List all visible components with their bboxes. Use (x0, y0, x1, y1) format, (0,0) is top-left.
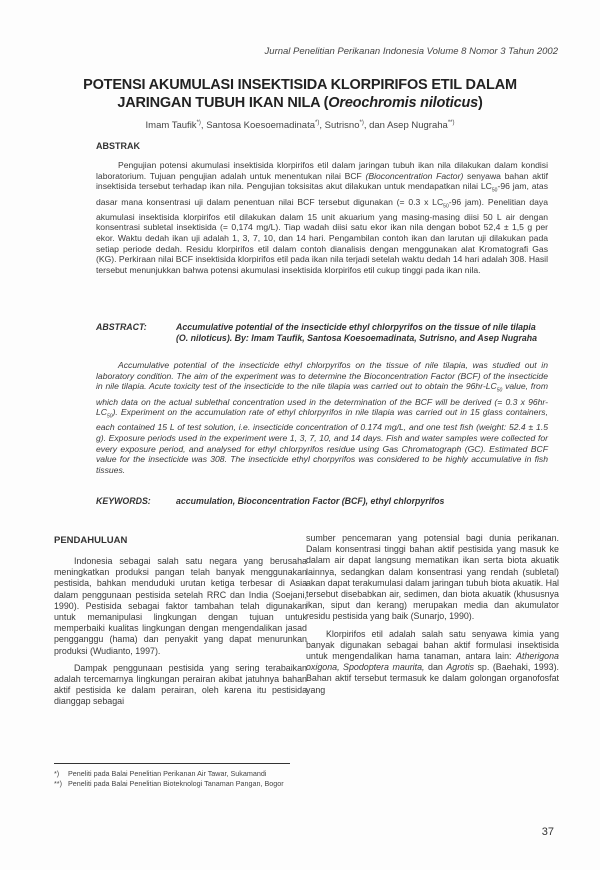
left-column (54, 556, 307, 714)
footnote-2: **) Peneliti pada Balai Penelitian Bioteknologi Tanaman Pangan, Bogor (54, 779, 284, 788)
keywords-label: KEYWORDS: (96, 496, 151, 506)
author-list: Imam Taufik*), Santosa Koesoemadinata*), Sutrisno*), dan Asep Nugraha**) (145, 120, 455, 132)
abstrak-heading: ABSTRAK (96, 141, 140, 151)
footnote-1: *) Peneliti pada Balai Penelitian Perikanan Air Tawar, Sukamandi (54, 769, 267, 778)
abstrak-paragraph: Pengujian potensi akumulasi insektisida klorpirifos etil dalam jaringan tubuh ikan nila dilakukan dalam kondisi laboratorium. Tujuan pengujian adalah untuk menentukan nilai BCF (Bioconcentration Factor) senyawa bahan aktif insektisida tersebut terhadap ikan nila. Pengujian toksisitas akut dilakukan untuk mendapatkan nilai $LC_{50}-96$ jam, atas dasar mana konsentrasi uji dalam penentuan nilai BCF tersebut digunakan (= 0.3 x $LC_{50}-96$ jam). Penelitian daya akumulasi insektisida klorpirifos etil dilakukan dalam 15 unit akuarium yang masing-masing diisi 50 L air dengan konsentrasi subletal insektisida (= 0,174 mg/L). Tiap wadah diisi satu ekor ikan nila dengan bobot 52,4 ± 1,5 g per ekor. Waktu dedah ikan uji adalah 1, 3, 7, 10, dan 14 hari. Pengambilan contoh ikan dan larutan uji dilakukan pada setiap periode dedah. Residu klorpirifos etil dalam contoh dianalisis dengan menggunakan alat Kromatografi Gas (KG). Perkiraan nilai BCF insektisida klorpirifos etil pada ikan nila terjadi setelah waktu dedah 14 hari adalah 308. Hasil tersebut menunjukkan bahwa potensi akumulasi insektisida klorpirifos etil cukup tinggi pada ikan nila. (96, 160, 549, 275)
author-1: Imam Taufik (145, 120, 197, 132)
right-column (306, 533, 559, 702)
keywords-value: accumulation, Bioconcentration Factor (BCF), ethyl chlorpyrifos (176, 496, 445, 506)
species-name: Oreochromis niloticus (328, 95, 478, 111)
pendahuluan-heading: PENDAHULUAN (54, 535, 128, 546)
abstract-title: Accumulative potential of the insecticide ethyl chlorpyrifos on the tissue of nile tilapia (O. niloticus). By: Imam Taufik, Santosa Koesoemadinata, Sutrisno, and Asep Nugraha (176, 322, 538, 343)
article-title (0, 76, 600, 112)
footnote-divider (54, 763, 290, 764)
keywords-line (96, 496, 548, 506)
author-4: Asep Nugraha (387, 120, 448, 132)
intro-paragraph-2: Dampak penggunaan pestisida yang sering terabaikan adalah tercemarnya lingkungan perairan akibat jatuhnya bahan aktif pestisida ke dalam perairan, oleh karena itu pestisida dianggap sebagai (54, 662, 307, 707)
title-line-2: JARINGAN TUBUH IKAN NILA (Oreochromis niloticus) (117, 95, 483, 111)
footnotes (54, 769, 284, 789)
intro-paragraph-4: Klorpirifos etil adalah salah satu senyawa kimia yang banyak digunakan sebagai bahan aktif formulasi insektisida untuk mengendalikan hama tanaman, antara lain: Atherigona oxigona, Spodoptera maurita, dan Agrotis sp. (Baehaki, 1993). Bahan aktif tersebut termasuk ke dalam golongan organofosfat yang (306, 628, 559, 695)
abstract-label: ABSTRACT: (96, 322, 147, 332)
intro-paragraph-3: sumber pencemaran yang potensial bagi dunia perikanan. Dalam konsentrasi tinggi bahan aktif pestisida yang masuk ke dalam air dapat langsung mematikan ikan serta biota akuatik lainnya, sedangkan dalam konsentrasi yang rendah (subletal) akan dapat terakumulasi dalam jaringan tubuh biota akuatik. Hal tersebut disebabkan air, sedimen, dan biota akuatik (khususnya ikan, siput dan kerang) merupakan media dan akumulator residu pestisida yang baik (Sunarjo, 1990). (306, 533, 559, 622)
page-number: 37 (541, 826, 554, 838)
author-3: Sutrisno (324, 120, 360, 132)
title-line-1: POTENSI AKUMULASI INSEKTISIDA KLORPIRIFOS ETIL DALAM (83, 77, 517, 93)
intro-paragraph-1: Indonesia sebagai salah satu negara yang berusaha meningkatkan produksi pangan telah banyak menggunakan pestisida, bahkan menduduki urutan ketiga terbesar di Asia dalam penggunaan pestisida setelah RRC dan India (Soejani, 1990). Pestisida sebagai faktor tambahan telah digunakan untuk memanipulasi lingkungan dengan tujuan untuk memperbaiki kualitas lingkungan dengan mengendalikan jasad pengganggu (hama) dan penyakit yang dapat menurunkan produksi (Wudianto, 1997). (54, 556, 307, 656)
abstract-heading-block (96, 322, 548, 344)
author-2: Santosa Koesoemadinata (206, 120, 315, 132)
journal-running-header: Jurnal Penelitian Perikanan Indonesia Volume 8 Nomor 3 Tahun 2002 (264, 46, 558, 57)
abstract-paragraph: Accumulative potential of the insecticide ethyl chlorpyrifos on the tissue of nile tilapia, was studied out in laboratory condition. The aim of the experiment was to determine the Bioconcentration Factor (BCF) of the insecticide in nile tilapia. Acute toxicity test of the insecticide to the nile tilapia was carried out to obtain the $96hr-LC_{50}$ value, from which data on the actual sublethal concentration used in the determination of the BCF will be derived (= 0.3 x $96hr-LC_{50}$). Experiment on the accumulation rate of ethyl chlorpyrifos in nile tilapia was carried out in 15 glass containers, each contained 15 L of test solution, i.e. insecticide concentration of 0.174 mg/L, and one test fish (weight: 52.4 ± 1.5 g). Exposure periods used in the experiment were 1, 3, 7, 10, and 14 days. Fish and water samples were collected for every exposure period, and analysed for ethyl chlorpyrifos residue using Gas Chromatograph (GC). Estimated BCF value for the insecticide was 308. The insecticide ethyl chorpyrifos was considered to be highly accumulative in fish tissues. (96, 360, 548, 475)
